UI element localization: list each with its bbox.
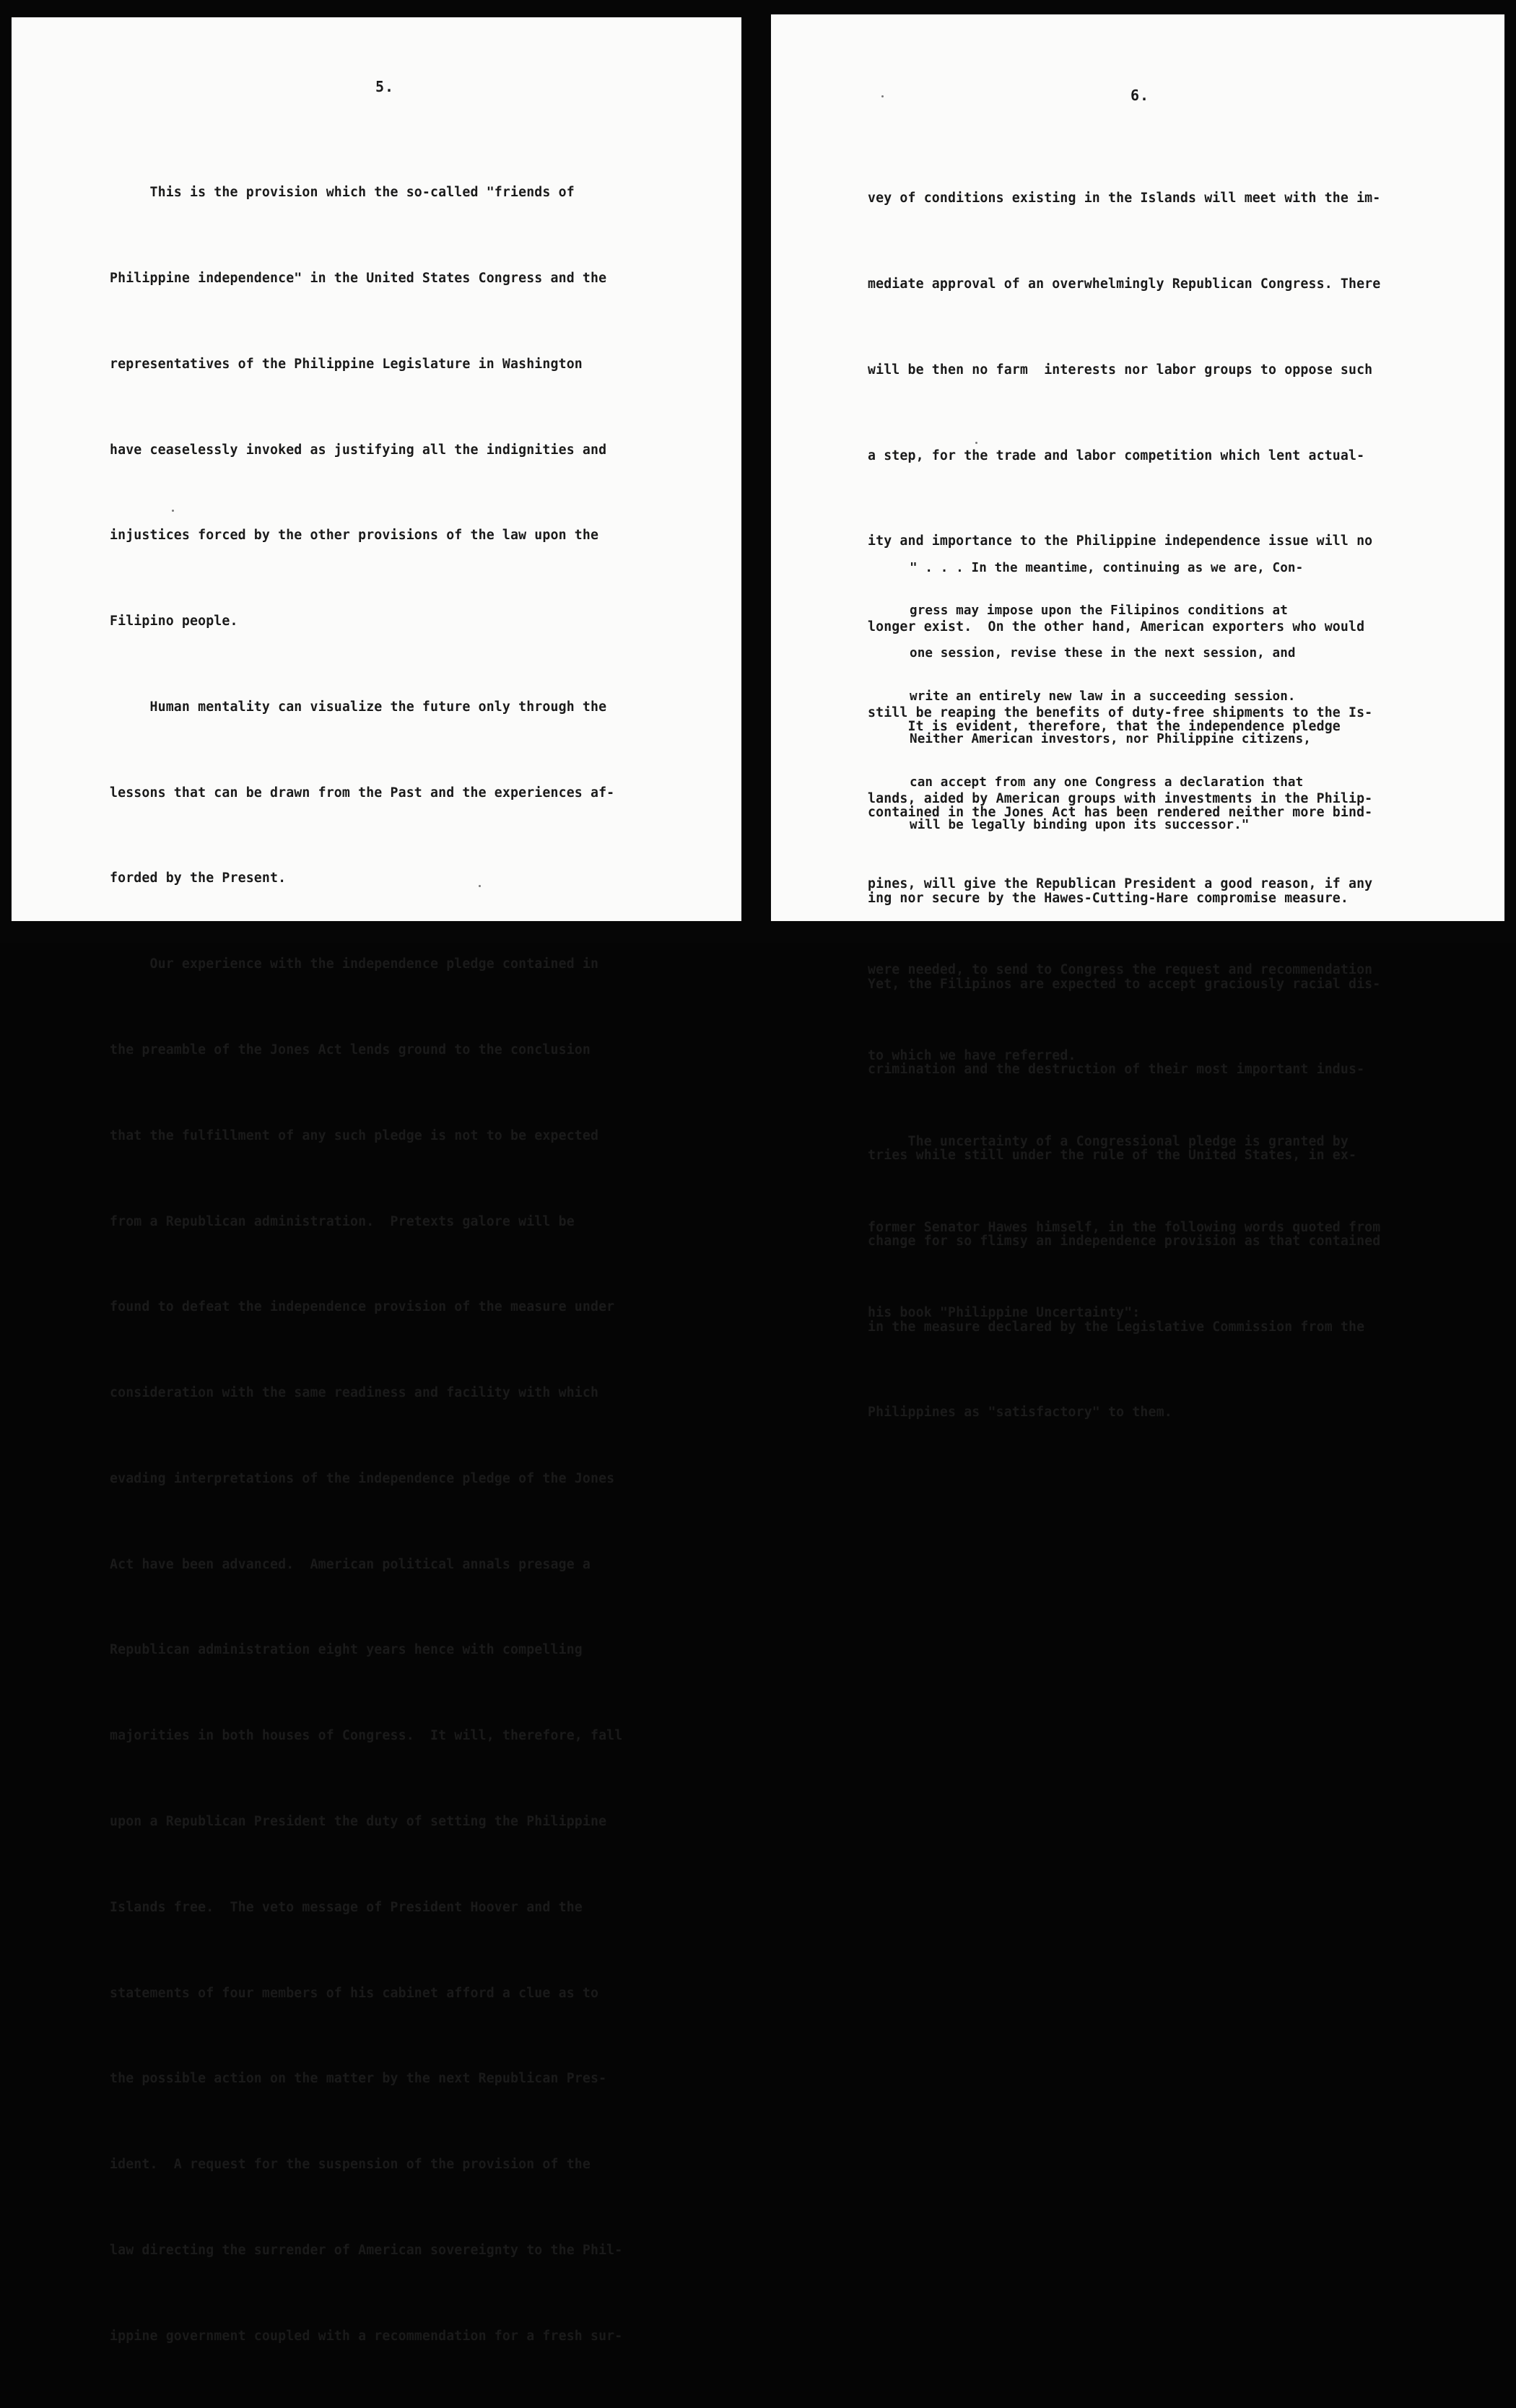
quote-line: will be legally binding upon its successor." (910, 817, 1250, 832)
quote-line: one session, revise these in the next session, and (910, 646, 1296, 661)
text-line: ing nor secure by the Hawes-Cutting-Hare compromise measure. (868, 890, 1349, 906)
text-line: have ceaselessly invoked as justifying all the indignities and (110, 442, 607, 458)
text-line: will be then no farm interests nor labor groups to oppose such (868, 362, 1373, 378)
text-line: to which we have referred. (868, 1048, 1076, 1063)
text-line: This is the provision which the so-called "friends of (110, 185, 575, 201)
quote-line: gress may impose upon the Filipinos conditions at (910, 603, 1288, 618)
text-line: from a Republican administration. Pretexts galore will be (110, 1213, 575, 1229)
text-line: upon a Republican President the duty of setting the Philippine (110, 1814, 607, 1830)
page-number: 5. (375, 78, 395, 95)
text-line: still be reaping the benefits of duty-free shipments to the Is- (868, 704, 1373, 720)
paper-speck (479, 885, 481, 887)
text-line: law directing the surrender of American sovereignty to the Phil- (110, 2242, 623, 2258)
text-line: Republican administration eight years hence with compelling (110, 1642, 583, 1658)
text-line: Human mentality can visualize the future only through the (110, 699, 607, 715)
quote-line: write an entirely new law in a succeeding session. (910, 689, 1296, 704)
left-page-body (110, 121, 622, 2408)
text-line: tries while still under the rule of the United States, in ex- (868, 1148, 1357, 1164)
text-line: forded by the Present. (110, 871, 287, 886)
text-line: mediate approval of an overwhelmingly Republican Congress. There (868, 276, 1381, 292)
text-line: Yet, the Filipinos are expected to accept graciously racial dis- (868, 976, 1381, 992)
text-line: the possible action on the matter by the next Republican Pres- (110, 2071, 607, 2087)
right-page-body-bottom (868, 655, 1380, 1484)
text-line: crimination and the destruction of their most important indus- (868, 1062, 1365, 1078)
text-line: Philippines as "satisfactory" to them. (868, 1405, 1172, 1421)
quote-line: " . . . In the meantime, continuing as we are, Con- (910, 560, 1304, 575)
text-line: ident. A request for the suspension of the provision of the (110, 2157, 591, 2173)
paper-speck (172, 510, 174, 512)
text-line: found to defeat the independence provision of the measure under (110, 1299, 615, 1315)
text-line: longer exist. On the other hand, American exporters who would (868, 619, 1365, 635)
text-line: injustices forced by the other provisions of the law upon the (110, 528, 599, 544)
text-line: pines, will give the Republican President a good reason, if any (868, 876, 1373, 892)
text-line: statements of four members of his cabinet afford a clue as to (110, 1985, 599, 2001)
text-line: the preamble of the Jones Act lends ground to the conclusion (110, 1042, 591, 1057)
text-line: Our experience with the independence pledge contained in (110, 956, 599, 972)
paper-speck (881, 95, 884, 97)
text-line: evading interpretations of the independence pledge of the Jones (110, 1470, 615, 1486)
text-line: were needed, to send to Congress the request and recommendation (868, 962, 1373, 978)
text-line: lands, aided by American groups with investments in the Philip- (868, 790, 1373, 806)
text-line: representatives of the Philippine Legislature in Washington (110, 356, 583, 372)
left-page (12, 17, 741, 2344)
quote-line: Neither American investors, nor Philippine citizens, (910, 732, 1312, 747)
text-line: former Senator Hawes himself, in the following words quoted from (868, 1219, 1381, 1235)
text-line: ity and importance to the Philippine independence issue will no (868, 533, 1373, 549)
text-line: change for so flimsy an independence provision as that contained (868, 1233, 1381, 1249)
text-line: a step, for the trade and labor competition which lent actual- (868, 448, 1365, 463)
paper-speck (975, 442, 977, 444)
text-line: Filipino people. (110, 614, 238, 629)
text-line: vey of conditions existing in the Islands will meet with the im- (868, 191, 1381, 206)
page-number: 6. (1131, 87, 1150, 104)
text-line: contained in the Jones Act has been rendered neither more bind- (868, 804, 1373, 820)
text-line: that the fulfillment of any such pledge is not to be expected (110, 1127, 599, 1143)
text-line: The uncertainty of a Congressional pledge is granted by (868, 1133, 1349, 1149)
text-line: ippine government coupled with a recommendation for a fresh sur- (110, 2328, 623, 2344)
text-line: lessons that can be drawn from the Past and the experiences af- (110, 785, 615, 801)
quote-line: can accept from any one Congress a declaration that (910, 775, 1304, 790)
text-line: Philippine independence" in the United States Congress and the (110, 270, 607, 286)
text-line: in the measure declared by the Legislative Commission from the (868, 1319, 1365, 1335)
text-line: It is evident, therefore, that the independence pledge (868, 719, 1341, 735)
text-line: consideration with the same readiness and facility with which (110, 1385, 599, 1401)
text-line: Islands free. The veto message of President Hoover and the (110, 1899, 583, 1915)
text-line: majorities in both houses of Congress. It will, therefore, fall (110, 1728, 623, 1744)
text-line: Act have been advanced. American political annals presage a (110, 1556, 591, 1572)
right-page (771, 14, 1504, 1421)
text-line: his book "Philippine Uncertainty": (868, 1305, 1141, 1321)
